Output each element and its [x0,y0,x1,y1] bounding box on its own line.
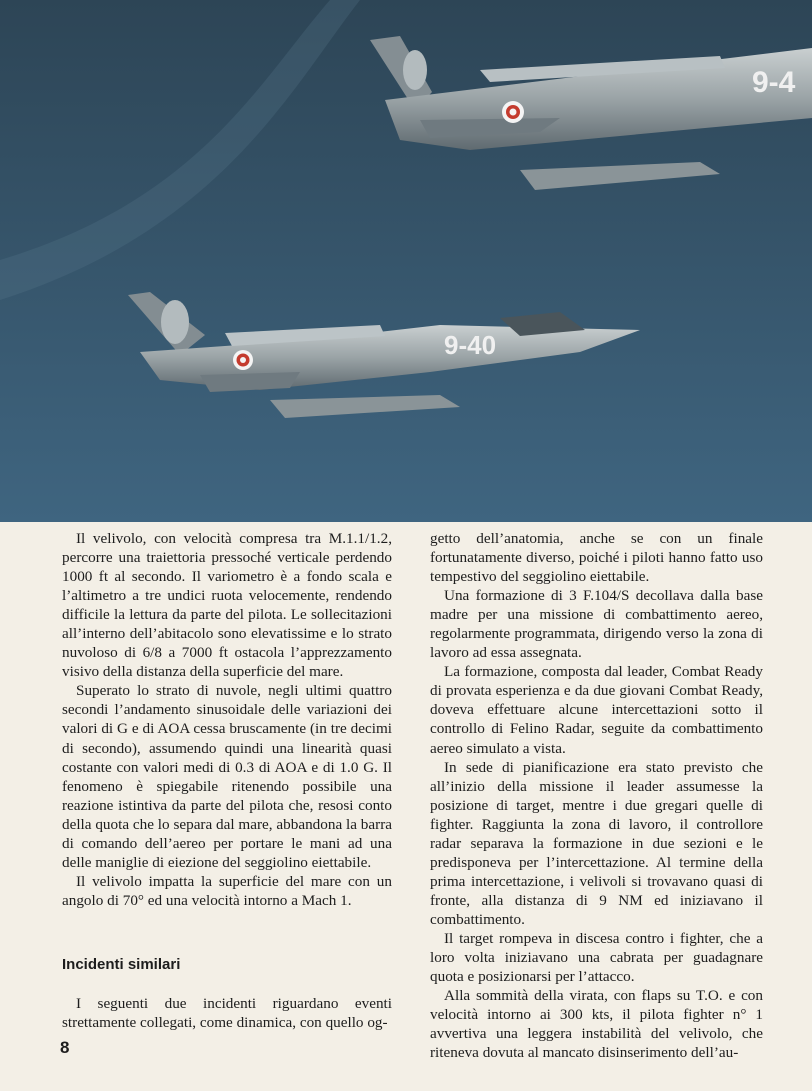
section-intro [62,994,392,1032]
left-paragraph: Il velivolo, con velocità compresa tra M.1.1/1.2, percorre una traiettoria pressoché verticale perdendo 1000 ft al secondo. Il variometro è a fondo scala e l’altimetro a tre undici ruota velocemente, rendendo difficile la lettura da parte del pilota. Le sollecitazioni all’interno dell’abitacolo sono elevatissime e lo strato nuvoloso di 6/8 a 7000 ft ostacola l’apprezzamento visivo della distanza della superficie del mare. [62,530,392,681]
jets-illustration [0,0,812,522]
left-paragraph: Superato lo strato di nuvole, negli ultimi quattro secondi l’andamento sinusoidale delle variazioni dei valori di G e di AOA cessa bruscamente (in tre decimi di secondo), assumendo quindi una linearità quasi costante con valori medi di 0.3 di AOA e di 1.0 G. Il fenomeno è spiegabile ritenendo possibile una reazione istintiva da parte del pilota che, resosi conto della quota che lo separa dal mare, abbandona la barra di comando dell’aereo per portare le mani ad una delle maniglie di eiezione del seggiolino eiettabile. [62,682,392,871]
left-paragraph: Il velivolo impatta la superficie del mare con un angolo di 70° ed una velocità intorno a Mach 1. [62,872,392,909]
right-paragraph: Alla sommità della virata, con flaps su T.O. e con velocità intorno ai 300 kts, il pilota fighter n° 1 avvertiva una leggera instabilità del velivolo, che riteneva dovuta al mancato disinserimento dell’au- [430,987,763,1062]
right-paragraph: In sede di pianificazione era stato previsto che all’inizio della missione il leader assumesse la posizione di target, mentre i due gregari quelle di fighter. Raggiunta la zona di lavoro, il controllore radar separava la formazione in due sezioni e le predisponeva per l’intercettazione. Al termine della prima intercettazione, i velivoli si trovavano quasi di fronte, alla distanza di 9 NM ed iniziavano il combattimento. [430,758,763,928]
right-paragraph: Una formazione di 3 F.104/S decollava dalla base madre per una missione di combattimento aereo, regolarmente programmata, dirigendo verso la zona di lavoro ad essa assegnata. [430,587,763,662]
lower-jet-tail-code: 9-40 [444,330,497,360]
right-continuation: getto dell’anatomia, anche se con un finale fortunatamente diverso, poiché i piloti hanno fatto uso tempestivo del seggiolino eiettabile. [430,530,763,586]
section-intro-text: I seguenti due incidenti riguardano eventi strettamente collegati, come dinamica, con quello og- [62,995,392,1032]
left-column [62,529,392,910]
section-heading: Incidenti similari [62,956,181,973]
right-paragraph: Il target rompeva in discesa contro i fighter, che a loro volta iniziavano una cabrata per guadagnare quota e posizionarsi per l’attacco. [430,929,763,986]
right-paragraph: La formazione, composta dal leader, Combat Ready di provata esperienza e da due giovani Combat Ready, doveva effettuare alcune intercettazioni sotto il controllo di Felino Radar, seguite da combattimento aereo simulato a vista. [430,663,763,757]
upper-jet-tail-code: 9-4 [752,66,796,99]
page-number: 8 [60,1038,70,1057]
f104-jets-formation-photo [0,0,812,522]
right-column [430,529,763,1062]
